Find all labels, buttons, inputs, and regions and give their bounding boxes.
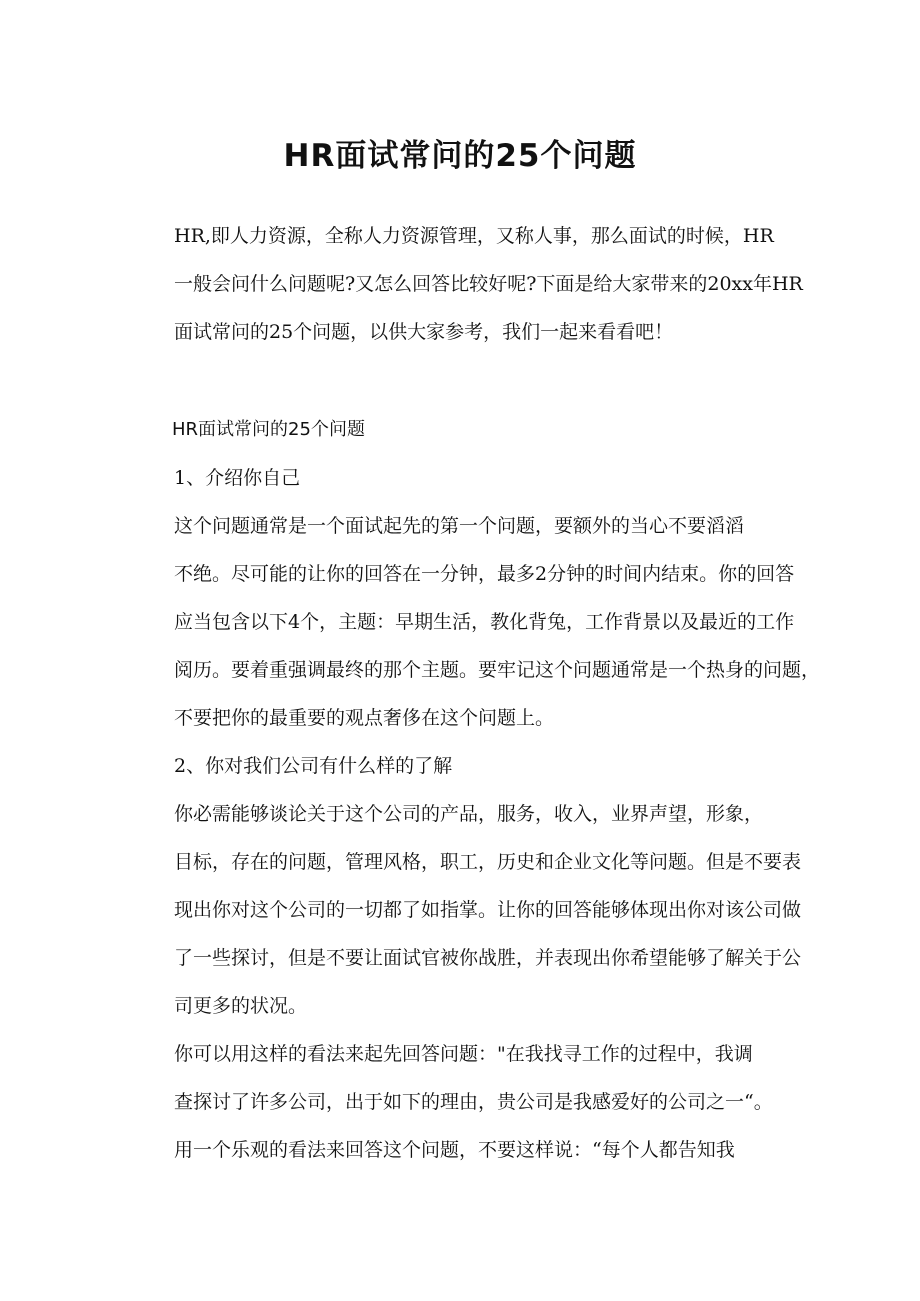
document-body bbox=[136, 212, 821, 1174]
text-line: 不绝。尽可能的让你的回答在一分钟，最多2分钟的时间内结束。你的回答 bbox=[174, 563, 795, 585]
text-line: 一般会问什么问题呢?又怎么回答比较好呢?下面是给大家带来的20xx年HR bbox=[174, 273, 803, 295]
text-line: 你可以用这样的看法来起先回答问题："在我找寻工作的过程中，我调 bbox=[174, 1043, 753, 1065]
question-2-answer-paragraph-3 bbox=[136, 1126, 788, 1174]
question-1-answer bbox=[136, 502, 821, 742]
text-line: 了一些探讨，但是不要让面试官被你战胜，并表现出你希望能够了解关于公 bbox=[174, 947, 802, 969]
text-line: 现出你对这个公司的一切都了如指掌。让你的回答能够体现出你对该公司做 bbox=[174, 899, 802, 921]
text-line: 这个问题通常是一个面试起先的第一个问题，要额外的当心不要滔滔 bbox=[174, 515, 745, 537]
document-title: HR面试常问的25个问题 bbox=[283, 138, 637, 174]
text-line: HR,即人力资源，全称人力资源管理，又称人事，那么面试的时候，HR bbox=[174, 225, 774, 247]
text-line: 查探讨了许多公司，出于如下的理由，贵公司是我感爱好的公司之一“。 bbox=[174, 1091, 773, 1113]
text-line: 不要把你的最重要的观点奢侈在这个问题上。 bbox=[174, 707, 555, 729]
text-line: 面试常问的25个问题，以供大家参考，我们一起来看看吧！ bbox=[174, 321, 674, 343]
question-2-answer-paragraph-1 bbox=[136, 790, 802, 1030]
text-line: 用一个乐观的看法来回答这个问题，不要这样说：“每个人都告知我 bbox=[174, 1139, 735, 1161]
question-2-heading: 2、你对我们公司有什么样的了解 bbox=[174, 755, 453, 777]
intro-paragraph bbox=[136, 212, 803, 356]
question-1-heading: 1、介绍你自己 bbox=[174, 467, 301, 489]
text-line: 目标，存在的问题，管理风格，职工，历史和企业文化等问题。但是不要表 bbox=[174, 851, 802, 873]
text-line: 司更多的状况。 bbox=[174, 995, 308, 1017]
text-line: 你必需能够谈论关于这个公司的产品，服务，收入，业界声望，形象， bbox=[174, 803, 764, 825]
text-line: 应当包含以下4个，主题：早期生活，教化背兔，工作背景以及最近的工作 bbox=[174, 611, 795, 633]
question-2-answer-paragraph-2 bbox=[136, 1030, 788, 1126]
section-heading: HR面试常问的25个问题 bbox=[172, 419, 365, 440]
text-line: 阅历。要着重强调最终的那个主题。要牢记这个问题通常是一个热身的问题， bbox=[174, 659, 821, 681]
